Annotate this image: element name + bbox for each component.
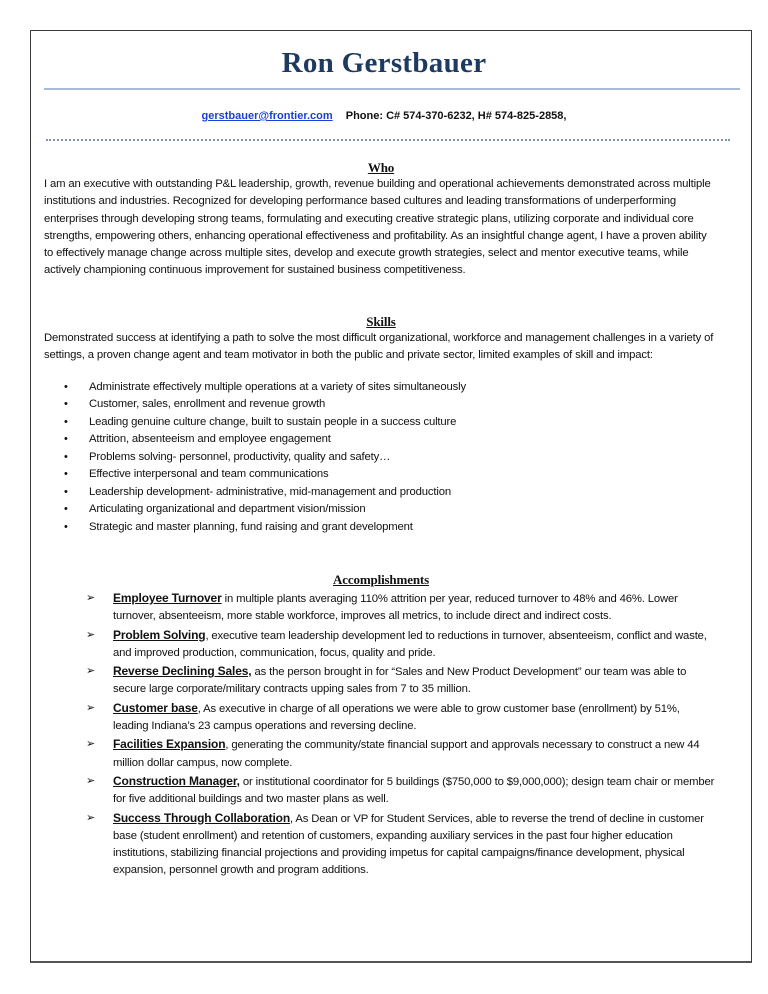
skills-intro: Demonstrated success at identifying a path to solve the most difficult organizational, workforce and management challenges in a variety of settings, a proven change agent and team motivator in both the public and private sector, limited examples of skill and impact:	[44, 332, 714, 362]
skill-item: • Problems solving- personnel, productivity, quality and safety…	[44, 449, 718, 467]
accomplishment-title: Employee Turnover	[113, 591, 222, 605]
bullet-icon: •	[64, 398, 68, 411]
accomplishment-title: Success Through Collaboration	[113, 810, 291, 825]
who-section	[44, 159, 718, 280]
bullet-icon: •	[64, 450, 68, 463]
contact-line	[0, 109, 768, 123]
skill-item: • Strategic and master planning, fund raising and grant development	[44, 519, 718, 537]
bullet-icon: •	[64, 485, 68, 498]
accomplishment-item: ➢ Success Through Collaboration, As Dean or VP for Student Services, able to reverse the trend of decline in customer base (student enrollment) and retention of customers, expanding auxiliary services in the past four higher education institutions, stabilizing financial projections and providing impetus for capital campaigns/finance development, physical expansion, personnel growth and program additions.	[86, 810, 704, 877]
skill-item: • Customer, sales, enrollment and revenue growth	[44, 396, 718, 414]
who-heading: Who	[367, 160, 395, 175]
accomplishment-title: Problem Solving	[113, 627, 206, 642]
bullet-icon: •	[64, 503, 68, 516]
accomplishment-item: ➢ Facilities Expansion, generating the community/state financial support and approvals necessary to construct a new 44 million dollar campus, now complete.	[86, 737, 700, 769]
email-link[interactable]: gerstbauer@frontier.com	[201, 110, 333, 122]
accomplishments-heading: Accomplishments	[333, 572, 429, 587]
skill-item: • Articulating organizational and department vision/mission	[44, 501, 718, 519]
accomplishments-section	[44, 571, 718, 881]
header-divider	[44, 88, 740, 90]
skill-item: • Leading genuine culture change, built to sustain people in a success culture	[44, 414, 718, 432]
arrow-bullet-icon: ➢	[86, 774, 96, 787]
skill-item: • Leadership development- administrative, mid-management and production	[44, 484, 718, 502]
arrow-bullet-icon: ➢	[86, 628, 96, 641]
bullet-icon: •	[64, 433, 68, 446]
accomplishment-title: Customer base	[113, 700, 198, 715]
accomplishment-item: ➢ Employee Turnover in multiple plants averaging 110% attrition per year, reduced turnover to 48% and 46%. Lower turnover, absenteeism, more stable workforce, improves all metrics, to include direct and indirect costs.	[86, 591, 678, 623]
phone-numbers: Phone: C# 574-370-6232, H# 574-825-2858,	[345, 110, 567, 122]
arrow-bullet-icon: ➢	[86, 592, 96, 604]
who-summary: I am an executive with outstanding P&L leadership, growth, revenue building and operational achievements demonstrated across multiple institutions and industries. Recognized for developing performance based cultures and leading transformations of underperforming enterprises through developing strong teams, formulating and executing creative strategic plans, utilizing corporate and individual core strengths, empowering others, enhancing operational effectiveness and profitability. As an insightful change agent, I have a proven ability to effectively manage change across multiple sites, develop and execute growth strategies, select and mentor executive teams, while actively championing continuous improvement for sustained business competitiveness.	[44, 178, 711, 277]
accomplishment-item: ➢ Customer base, As executive in charge of all operations we were able to grow customer base (enrollment) by 51%, leading Indiana’s 23 campus operations and reversing decline.	[86, 700, 680, 733]
skills-heading: Skills	[366, 314, 396, 329]
candidate-name: Ron Gerstbauer	[281, 47, 487, 79]
accomplishment-item: ➢ Construction Manager, or institutional coordinator for 5 buildings ($750,000 to $9,000,000); design team chair or member for five additional buildings and two master plans as well.	[86, 773, 715, 806]
accomplishment-title: Construction Manager,	[113, 773, 240, 788]
skills-section	[44, 313, 718, 536]
accomplishment-item: ➢ Problem Solving, executive team leadership development led to reductions in turnover, absenteeism, conflict and waste, and improved production, communication, focus, quality and pride.	[86, 627, 707, 659]
bullet-icon: •	[64, 520, 68, 533]
accomplishments-list	[44, 590, 718, 880]
bullet-icon: •	[64, 415, 68, 428]
arrow-bullet-icon: ➢	[86, 738, 96, 751]
arrow-bullet-icon: ➢	[86, 811, 96, 824]
skill-item: • Administrate effectively multiple operations at a variety of sites simultaneously	[44, 379, 718, 397]
arrow-bullet-icon: ➢	[86, 701, 96, 714]
accomplishment-item: ➢ Reverse Declining Sales, as the person brought in for “Sales and New Product Development” our team was able to secure large corporate/military contracts upping sales from 7 to 35 million.	[86, 664, 687, 696]
skills-list	[44, 379, 718, 537]
bullet-icon: •	[64, 468, 68, 481]
accomplishment-title: Facilities Expansion	[113, 737, 226, 752]
bullet-icon: •	[64, 380, 68, 393]
contact-divider	[46, 139, 730, 142]
accomplishment-title: Reverse Declining Sales,	[113, 664, 252, 679]
skill-item: • Attrition, absenteeism and employee engagement	[44, 431, 718, 449]
arrow-bullet-icon: ➢	[86, 665, 96, 678]
skill-item: • Effective interpersonal and team communications	[44, 466, 718, 484]
